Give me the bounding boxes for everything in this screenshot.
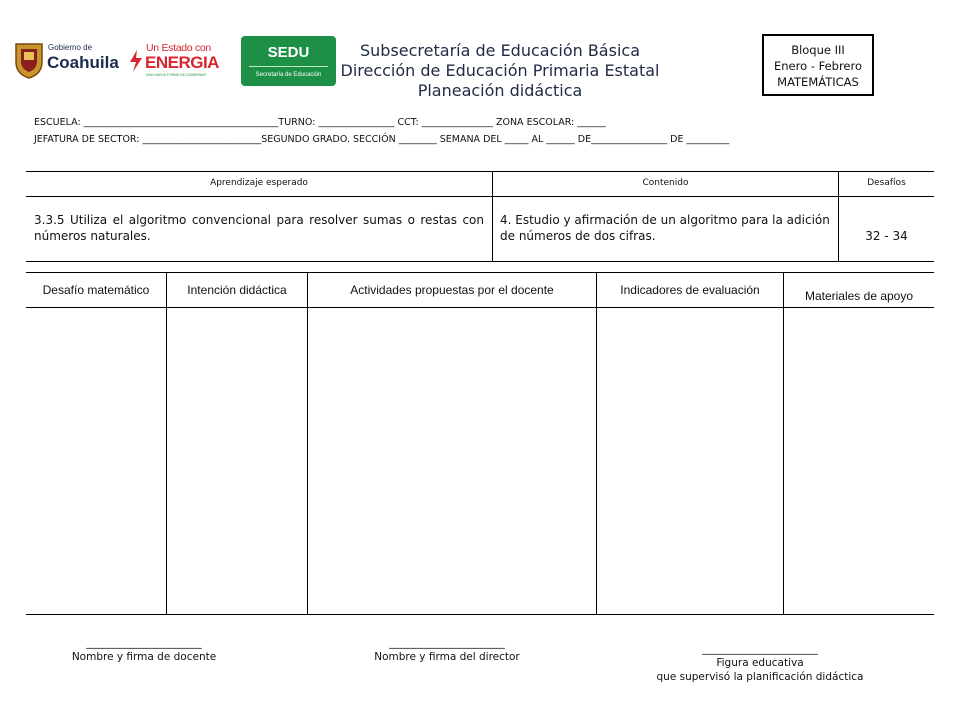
coahuila-logo (14, 40, 118, 80)
cell-actividades[interactable] (308, 308, 596, 614)
energia-spark-icon (128, 50, 144, 72)
learning-table-bottom-border (26, 261, 934, 262)
title-line-1: Subsecretaría de Educación Básica (359, 41, 640, 60)
school-info-line-2[interactable]: JEFATURA DE SECTOR: _________________________SEGUNDO GRADO. SECCIÓN ________ SEMANA DEL _____ AL ______ DE________________ DE _________ (34, 134, 730, 145)
learning-table-header-border (26, 196, 934, 197)
bloque-period: Enero - Febrero (773, 59, 863, 73)
signature-label: Nombre y firma del director (374, 651, 520, 663)
cell-indicadores[interactable] (597, 308, 783, 614)
header-contenido: Contenido (642, 178, 689, 188)
energia-logo-line1: Un Estado con (146, 42, 211, 54)
header-materiales: Materiales de apoyo (804, 289, 914, 303)
cell-desafios[interactable]: 32 - 34 (865, 229, 908, 243)
signature-docente (52, 636, 236, 664)
header-aprendizaje-esperado: Aprendizaje esperado (210, 178, 308, 188)
planning-table-top-border (26, 272, 934, 273)
signature-label-2: que supervisó la planificación didáctica (656, 671, 864, 683)
energia-logo-line2: ENERGIA (145, 53, 219, 72)
header-actividades: Actividades propuestas por el docente (350, 283, 554, 297)
signature-label: Nombre y firma de docente (71, 651, 217, 663)
bloque-label: Bloque III (791, 43, 845, 57)
cell-desafio-matematico[interactable] (27, 308, 166, 614)
energia-logo (128, 40, 228, 80)
school-info-line-1[interactable]: ESCUELA: _________________________________________TURNO: ________________ CCT: _______________ ZONA ESCOLAR: ______ (34, 117, 606, 128)
title-line-3: Planeación didáctica (417, 81, 583, 100)
energia-logo-tagline: UNA NUEVA FORMA DE GOBERNAR (146, 73, 207, 77)
header-desafio-matematico: Desafío matemático (42, 283, 150, 297)
planning-table-bottom-border (26, 614, 934, 615)
signature-line[interactable]: ______________________ (702, 643, 818, 655)
header-desafios: Desafíos (867, 178, 906, 188)
bloque-box (762, 34, 874, 96)
sedu-logo-divider (249, 66, 328, 67)
signature-line[interactable]: ______________________ (86, 637, 202, 649)
cell-materiales[interactable] (784, 308, 934, 614)
coahuila-logo-line2: Coahuila (47, 53, 119, 72)
header-indicadores: Indicadores de evaluación (620, 283, 760, 297)
title-line-2: Dirección de Educación Primaria Estatal (340, 61, 660, 80)
signature-line[interactable]: ______________________ (389, 637, 505, 649)
bloque-subject: MATEMÁTICAS (777, 75, 859, 89)
sedu-logo (241, 36, 336, 86)
sedu-logo-title: SEDU (267, 44, 310, 61)
signature-figura-educativa (640, 642, 880, 684)
signature-director (355, 636, 539, 664)
cell-contenido[interactable]: 4. Estudio y afirmación de un algoritmo para la adición de números de dos cifras. (500, 213, 830, 243)
document-title (340, 41, 660, 101)
coahuila-logo-line1: Gobierno de (48, 43, 93, 52)
sedu-logo-subtitle: Secretaría de Educación (255, 72, 322, 78)
cell-intencion-didactica[interactable] (167, 308, 307, 614)
cell-aprendizaje-esperado[interactable]: 3.3.5 Utiliza el algoritmo convencional para resolver sumas o restas con números naturales. (34, 213, 484, 243)
learning-table-top-border (26, 171, 934, 172)
signature-label: Figura educativa (716, 657, 804, 669)
header-intencion-didactica: Intención didáctica (187, 283, 287, 297)
